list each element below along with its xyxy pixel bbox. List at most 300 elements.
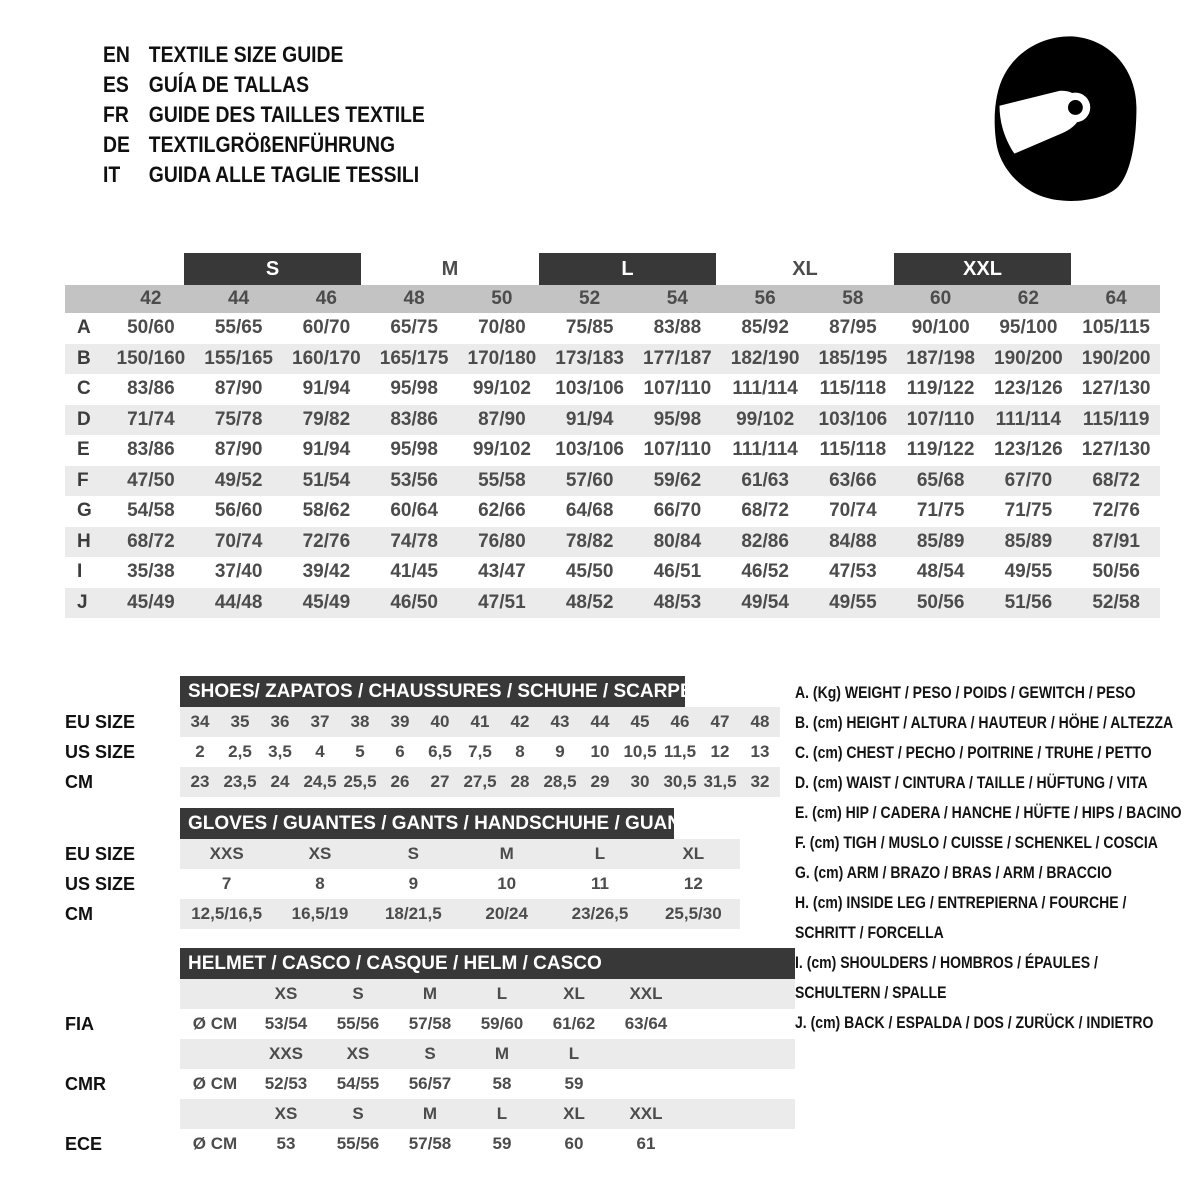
measurement-cell: 75/78 bbox=[214, 408, 263, 430]
helmet-title-bar: HELMET / CASCO / CASQUE / HELM / CASCO bbox=[180, 948, 795, 979]
legend-line: H. (cm) INSIDE LEG / ENTREPIERNA / FOURCHE / bbox=[795, 894, 1127, 912]
language-title: GUIDA ALLE TAGLIE TESSILI bbox=[148, 162, 420, 187]
table-row-a bbox=[65, 313, 1160, 344]
language-row bbox=[103, 130, 425, 160]
measurement-cell: 55/58 bbox=[478, 469, 526, 491]
racing-helmet-icon bbox=[983, 30, 1148, 208]
measurement-cell: 91/94 bbox=[302, 378, 351, 399]
measurement-cell: 87/90 bbox=[214, 378, 263, 399]
measurement-cell: 119/122 bbox=[906, 439, 975, 460]
gloves-eu-row bbox=[65, 839, 740, 869]
shoes-eu-row bbox=[65, 707, 780, 737]
measurement-cell: 87/90 bbox=[214, 439, 263, 460]
standard-name: FIA bbox=[65, 1014, 94, 1034]
measurement-cell: 91/94 bbox=[302, 439, 351, 460]
measurement-cell: 111/114 bbox=[995, 408, 1062, 430]
standard-name: CMR bbox=[65, 1074, 106, 1094]
measurement-cell: 50/60 bbox=[127, 317, 175, 338]
measurement-cell: 87/91 bbox=[1092, 530, 1140, 552]
helmet-size-cell: 56/57 bbox=[408, 1074, 452, 1093]
size-columns-spacer bbox=[65, 285, 107, 313]
gloves-cm-row bbox=[65, 899, 740, 929]
shoes-title-bar: SHOES/ ZAPATOS / CHAUSSURES / SCHUHE / SCARPE bbox=[180, 676, 685, 707]
size-group-l: L bbox=[539, 253, 717, 285]
legend-line: SCHULTERN / SPALLE bbox=[795, 984, 947, 1002]
helmet-size-cell: XL bbox=[563, 1104, 585, 1123]
measurement-cell: 185/195 bbox=[818, 347, 888, 369]
helmet-size-cell: 59 bbox=[492, 1134, 512, 1153]
measurement-rows bbox=[65, 313, 1160, 618]
measurement-cell: 111/114 bbox=[732, 439, 798, 460]
measurement-cell: 99/102 bbox=[736, 408, 795, 430]
shoe-size-cell: 37 bbox=[310, 712, 330, 731]
measurement-cell: 43/47 bbox=[478, 561, 526, 582]
measurement-legend bbox=[795, 678, 1182, 1038]
size-columns-row bbox=[65, 285, 1160, 313]
measurement-cell: 155/165 bbox=[204, 347, 273, 369]
row-label: EU SIZE bbox=[65, 844, 136, 864]
measurement-cell: 99/102 bbox=[472, 439, 531, 460]
measurement-cell: 105/115 bbox=[1082, 317, 1150, 338]
glove-size-cell: 12 bbox=[683, 874, 703, 893]
measurement-cell: 190/200 bbox=[1081, 347, 1151, 369]
measurement-cell: 55/65 bbox=[214, 317, 263, 338]
row-letter: B bbox=[77, 347, 91, 369]
row-letter: J bbox=[77, 591, 88, 613]
measurement-cell: 165/175 bbox=[379, 347, 449, 369]
glove-size-cell: S bbox=[407, 844, 419, 863]
helmet-size-cell: XS bbox=[346, 1044, 370, 1063]
row-letter: D bbox=[77, 408, 91, 430]
row-label bbox=[65, 1099, 180, 1129]
apparel-size-table bbox=[65, 253, 1160, 618]
row-letter: A bbox=[77, 317, 91, 338]
measurement-cell: 95/100 bbox=[999, 317, 1058, 338]
shoe-size-cell: 24,5 bbox=[303, 772, 337, 791]
helmet-size-cell: 55/56 bbox=[336, 1014, 380, 1033]
helmet-size-cell: XS bbox=[274, 984, 298, 1003]
shoe-size-cell: 5 bbox=[355, 742, 365, 761]
measurement-cell: 48/53 bbox=[653, 591, 702, 613]
shoe-size-cell: 42 bbox=[510, 712, 530, 731]
measurement-cell: 177/187 bbox=[643, 347, 712, 369]
size-column-header: 60 bbox=[930, 288, 952, 309]
standard-name: ECE bbox=[65, 1134, 103, 1154]
glove-size-cell: 9 bbox=[408, 874, 419, 893]
shoe-size-cell: 24 bbox=[270, 772, 290, 791]
unit-label: Ø CM bbox=[192, 1134, 238, 1153]
size-column-header: 48 bbox=[403, 288, 425, 309]
helmet-size-cell: M bbox=[422, 1104, 438, 1123]
helmet-size-cell: XL bbox=[563, 984, 585, 1003]
ece-values-row bbox=[65, 1129, 795, 1159]
shoe-size-cell: 23,5 bbox=[223, 772, 257, 791]
measurement-cell: 51/56 bbox=[1004, 591, 1053, 613]
glove-size-cell: 10 bbox=[497, 874, 517, 893]
row-label: US SIZE bbox=[65, 742, 136, 762]
measurement-cell: 123/126 bbox=[994, 439, 1063, 460]
language-row bbox=[103, 100, 425, 130]
helmet-size-cell: XS bbox=[274, 1104, 298, 1123]
gloves-title-bar: GLOVES / GUANTES / GANTS / HANDSCHUHE / GUANTI bbox=[180, 808, 674, 839]
measurement-cell: 60/64 bbox=[390, 500, 438, 521]
fia-sizes-row bbox=[65, 979, 795, 1009]
measurement-cell: 107/110 bbox=[643, 378, 712, 399]
legend-line: F. (cm) TIGH / MUSLO / CUISSE / SCHENKEL / COSCIA bbox=[795, 834, 1158, 852]
measurement-cell: 50/56 bbox=[916, 591, 965, 613]
measurement-cell: 66/70 bbox=[653, 500, 702, 521]
measurement-cell: 90/100 bbox=[911, 317, 970, 338]
helmet-size-cell: XXL bbox=[629, 1104, 663, 1123]
measurement-cell: 87/95 bbox=[829, 317, 877, 338]
measurement-cell: 160/170 bbox=[292, 347, 361, 369]
size-column-header: 52 bbox=[579, 288, 601, 309]
glove-size-cell: L bbox=[594, 844, 606, 863]
measurement-cell: 103/106 bbox=[555, 439, 624, 460]
measurement-cell: 68/72 bbox=[1092, 469, 1140, 491]
measurement-cell: 95/98 bbox=[390, 378, 438, 399]
measurement-cell: 54/58 bbox=[127, 500, 175, 521]
unit-label: Ø CM bbox=[192, 1014, 238, 1033]
helmet-size-table bbox=[65, 948, 795, 1159]
measurement-cell: 48/52 bbox=[565, 591, 614, 613]
legend-line: C. (cm) CHEST / PECHO / POITRINE / TRUHE / PETTO bbox=[795, 744, 1152, 762]
measurement-cell: 75/85 bbox=[565, 317, 614, 338]
language-code: DE bbox=[103, 132, 130, 157]
measurement-cell: 71/75 bbox=[916, 500, 965, 521]
helmet-size-cell: 59 bbox=[564, 1074, 584, 1093]
size-column-header: 58 bbox=[842, 288, 864, 309]
measurement-cell: 47/50 bbox=[127, 469, 175, 491]
measurement-cell: 37/40 bbox=[214, 561, 263, 582]
helmet-size-cell: 55/56 bbox=[336, 1134, 380, 1153]
helmet-size-cell: L bbox=[496, 984, 508, 1003]
measurement-cell: 45/49 bbox=[302, 591, 351, 613]
size-column-header: 54 bbox=[666, 288, 688, 309]
helmet-size-cell: 58 bbox=[492, 1074, 512, 1093]
measurement-cell: 51/54 bbox=[302, 469, 351, 491]
size-group-m: M bbox=[441, 258, 459, 280]
glove-size-cell: XL bbox=[682, 844, 705, 863]
shoe-size-cell: 10 bbox=[590, 742, 610, 761]
measurement-cell: 190/200 bbox=[994, 347, 1063, 369]
legend-line: B. (cm) HEIGHT / ALTURA / HAUTEUR / HÖHE / ALTEZZA bbox=[795, 714, 1174, 732]
measurement-cell: 72/76 bbox=[302, 530, 351, 552]
measurement-cell: 68/72 bbox=[741, 500, 789, 521]
shoe-size-cell: 10,5 bbox=[623, 742, 657, 761]
measurement-cell: 67/70 bbox=[1004, 469, 1053, 491]
measurement-cell: 95/98 bbox=[390, 439, 438, 460]
measurement-cell: 115/119 bbox=[1082, 408, 1150, 430]
shoe-size-cell: 41 bbox=[470, 712, 490, 731]
helmet-size-cell: 63/64 bbox=[624, 1014, 668, 1033]
row-label: US SIZE bbox=[65, 874, 136, 894]
measurement-cell: 49/52 bbox=[214, 469, 263, 491]
helmet-size-cell: 53 bbox=[276, 1134, 296, 1153]
shoe-size-cell: 35 bbox=[230, 712, 250, 731]
shoe-size-cell: 30 bbox=[630, 772, 650, 791]
measurement-cell: 68/72 bbox=[127, 530, 175, 552]
row-letter: F bbox=[77, 469, 89, 491]
shoe-size-cell: 43 bbox=[550, 712, 570, 731]
legend-line: J. (cm) BACK / ESPALDA / DOS / ZURÜCK / INDIETRO bbox=[795, 1014, 1154, 1032]
measurement-cell: 115/118 bbox=[819, 439, 887, 460]
measurement-cell: 45/49 bbox=[127, 591, 175, 613]
table-row-f bbox=[65, 466, 1160, 497]
row-letter: C bbox=[77, 378, 91, 399]
glove-size-cell: 18/21,5 bbox=[384, 904, 442, 923]
measurement-cell: 71/74 bbox=[127, 408, 175, 430]
shoe-size-cell: 30,5 bbox=[663, 772, 697, 791]
measurement-cell: 49/54 bbox=[741, 591, 789, 613]
language-title: GUIDE DES TAILLES TEXTILE bbox=[148, 102, 425, 127]
measurement-cell: 49/55 bbox=[1004, 561, 1053, 582]
measurement-cell: 115/118 bbox=[819, 378, 887, 399]
helmet-size-cell: 61 bbox=[636, 1134, 656, 1153]
measurement-cell: 91/94 bbox=[565, 408, 614, 430]
measurement-cell: 150/160 bbox=[116, 347, 186, 369]
measurement-cell: 173/183 bbox=[555, 347, 624, 369]
size-column-header: 64 bbox=[1105, 288, 1127, 309]
table-row-g bbox=[65, 496, 1160, 527]
table-row-c bbox=[65, 374, 1160, 405]
measurement-cell: 39/42 bbox=[302, 561, 351, 582]
ece-sizes-row bbox=[65, 1099, 795, 1129]
measurement-cell: 83/86 bbox=[127, 378, 175, 399]
shoe-size-cell: 13 bbox=[750, 742, 770, 761]
measurement-cell: 127/130 bbox=[1081, 439, 1151, 460]
measurement-cell: 107/110 bbox=[906, 408, 975, 430]
measurement-cell: 84/88 bbox=[829, 530, 877, 552]
helmet-size-cell: S bbox=[352, 1104, 364, 1123]
measurement-cell: 65/68 bbox=[916, 469, 965, 491]
legend-line: G. (cm) ARM / BRAZO / BRAS / ARM / BRACCIO bbox=[795, 864, 1112, 882]
row-label: CM bbox=[65, 904, 93, 924]
helmet-size-cell: 54/55 bbox=[336, 1074, 380, 1093]
measurement-cell: 47/53 bbox=[829, 561, 877, 582]
language-title: TEXTILGRÖßENFÜHRUNG bbox=[148, 132, 396, 157]
shoe-size-cell: 46 bbox=[670, 712, 690, 731]
shoe-size-cell: 39 bbox=[390, 712, 410, 731]
measurement-cell: 35/38 bbox=[127, 561, 175, 582]
measurement-cell: 119/122 bbox=[906, 378, 975, 399]
row-label: CM bbox=[65, 772, 93, 792]
measurement-cell: 52/58 bbox=[1092, 591, 1140, 613]
helmet-size-cell: 53/54 bbox=[264, 1014, 308, 1033]
measurement-cell: 170/180 bbox=[467, 347, 537, 369]
helmet-size-cell: 57/58 bbox=[408, 1134, 452, 1153]
measurement-cell: 182/190 bbox=[730, 347, 800, 369]
measurement-cell: 47/51 bbox=[478, 591, 526, 613]
helmet-size-cell: S bbox=[352, 984, 364, 1003]
glove-size-cell: XXS bbox=[209, 844, 244, 863]
shoe-size-cell: 28,5 bbox=[543, 772, 577, 791]
size-column-header: 56 bbox=[754, 288, 776, 309]
language-row bbox=[103, 160, 425, 190]
shoe-size-cell: 44 bbox=[590, 712, 610, 731]
measurement-cell: 56/60 bbox=[214, 500, 263, 521]
helmet-size-cell: 60 bbox=[564, 1134, 584, 1153]
measurement-cell: 85/92 bbox=[741, 317, 789, 338]
size-group-header-row bbox=[65, 253, 1160, 285]
shoe-size-cell: 47 bbox=[710, 712, 730, 731]
language-code: FR bbox=[103, 102, 129, 127]
row-letter: E bbox=[77, 439, 90, 460]
glove-size-cell: 8 bbox=[315, 874, 325, 893]
table-row-i bbox=[65, 557, 1160, 588]
shoe-size-cell: 4 bbox=[315, 742, 325, 761]
measurement-cell: 76/80 bbox=[478, 530, 526, 552]
glove-size-cell: M bbox=[499, 844, 514, 863]
legend-line: E. (cm) HIP / CADERA / HANCHE / HÜFTE / HIPS / BACINO bbox=[795, 804, 1182, 822]
shoe-size-cell: 6 bbox=[395, 742, 405, 761]
measurement-cell: 107/110 bbox=[643, 439, 712, 460]
measurement-cell: 99/102 bbox=[472, 378, 531, 399]
table-row-d bbox=[65, 405, 1160, 436]
shoe-size-cell: 7,5 bbox=[468, 742, 492, 761]
size-column-header: 44 bbox=[228, 288, 250, 309]
measurement-cell: 49/55 bbox=[829, 591, 877, 613]
glove-size-cell: 12,5/16,5 bbox=[191, 904, 263, 923]
row-letter: G bbox=[77, 500, 92, 521]
measurement-cell: 78/82 bbox=[565, 530, 614, 552]
language-code: EN bbox=[103, 42, 130, 67]
glove-size-cell: 11 bbox=[591, 874, 609, 893]
legend-line: A. (Kg) WEIGHT / PESO / POIDS / GEWITCH / PESO bbox=[795, 684, 1136, 702]
measurement-cell: 62/66 bbox=[478, 500, 526, 521]
helmet-size-cell: L bbox=[568, 1044, 580, 1063]
shoe-size-cell: 29 bbox=[590, 772, 610, 791]
measurement-cell: 46/51 bbox=[653, 561, 702, 582]
measurement-cell: 74/78 bbox=[390, 530, 438, 552]
measurement-cell: 82/86 bbox=[741, 530, 789, 552]
shoe-size-cell: 40 bbox=[430, 712, 450, 731]
shoe-size-cell: 6,5 bbox=[428, 742, 452, 761]
measurement-cell: 95/98 bbox=[653, 408, 702, 430]
measurement-cell: 127/130 bbox=[1081, 378, 1151, 399]
helmet-size-cell: S bbox=[424, 1044, 436, 1063]
measurement-cell: 80/84 bbox=[653, 530, 702, 552]
measurement-cell: 57/60 bbox=[565, 469, 614, 491]
measurement-cell: 63/66 bbox=[829, 469, 877, 491]
measurement-cell: 53/56 bbox=[390, 469, 438, 491]
measurement-cell: 79/82 bbox=[302, 408, 351, 430]
shoe-size-cell: 9 bbox=[555, 742, 565, 761]
measurement-cell: 61/63 bbox=[741, 469, 789, 491]
size-column-header: 62 bbox=[1017, 288, 1039, 309]
shoe-size-cell: 8 bbox=[515, 742, 525, 761]
language-title: GUÍA DE TALLAS bbox=[148, 72, 310, 97]
table-row-e bbox=[65, 435, 1160, 466]
unit-spacer bbox=[180, 979, 250, 1009]
language-header bbox=[103, 40, 425, 190]
measurement-cell: 187/198 bbox=[906, 347, 975, 369]
size-group-xl: XL bbox=[792, 258, 818, 280]
shoe-size-cell: 2,5 bbox=[228, 742, 252, 761]
language-row bbox=[103, 70, 425, 100]
size-group-s: S bbox=[184, 253, 362, 285]
language-code: IT bbox=[103, 162, 121, 187]
table-row-b bbox=[65, 344, 1160, 375]
shoe-size-cell: 36 bbox=[270, 712, 290, 731]
row-letter: I bbox=[77, 561, 83, 582]
gloves-us-row bbox=[65, 869, 740, 899]
unit-spacer bbox=[180, 1039, 250, 1069]
shoes-cm-row bbox=[65, 767, 780, 797]
shoe-size-cell: 25,5 bbox=[343, 772, 377, 791]
measurement-cell: 123/126 bbox=[994, 378, 1063, 399]
shoe-size-cell: 12 bbox=[710, 742, 730, 761]
shoe-size-cell: 23 bbox=[190, 772, 210, 791]
language-row bbox=[103, 40, 425, 70]
legend-line: I. (cm) SHOULDERS / HOMBROS / ÉPAULES / bbox=[795, 954, 1098, 972]
shoe-size-cell: 11,5 bbox=[663, 742, 697, 761]
measurement-cell: 85/89 bbox=[916, 530, 965, 552]
legend-line: SCHRITT / FORCELLA bbox=[795, 924, 944, 942]
cmr-values-row bbox=[65, 1069, 795, 1099]
measurement-cell: 111/114 bbox=[732, 378, 798, 399]
helmet-size-cell: 59/60 bbox=[480, 1014, 524, 1033]
size-column-header: 50 bbox=[491, 288, 513, 309]
measurement-cell: 41/45 bbox=[390, 561, 438, 582]
helmet-size-cell: XXS bbox=[268, 1044, 304, 1063]
fia-values-row bbox=[65, 1009, 795, 1039]
gloves-size-table bbox=[65, 808, 740, 929]
measurement-cell: 70/74 bbox=[214, 530, 263, 552]
shoe-size-cell: 28 bbox=[510, 772, 530, 791]
shoe-size-cell: 48 bbox=[750, 712, 770, 731]
measurement-cell: 83/86 bbox=[390, 408, 438, 430]
size-column-header: 46 bbox=[315, 288, 337, 309]
measurement-cell: 72/76 bbox=[1092, 500, 1140, 521]
measurement-cell: 87/90 bbox=[478, 408, 526, 430]
measurement-cell: 70/74 bbox=[829, 500, 877, 521]
shoe-size-cell: 31,5 bbox=[703, 772, 737, 791]
row-label bbox=[65, 979, 180, 1009]
shoes-size-table bbox=[65, 676, 780, 797]
helmet-size-cell: L bbox=[496, 1104, 508, 1123]
glove-size-cell: 20/24 bbox=[485, 904, 528, 923]
shoe-size-cell: 27,5 bbox=[463, 772, 497, 791]
shoe-size-cell: 34 bbox=[190, 712, 210, 731]
row-label bbox=[65, 1039, 180, 1069]
size-column-header: 42 bbox=[140, 288, 162, 309]
shoes-us-row bbox=[65, 737, 780, 767]
shoe-size-cell: 26 bbox=[390, 772, 410, 791]
glove-size-cell: 16,5/19 bbox=[291, 904, 349, 923]
measurement-cell: 46/52 bbox=[741, 561, 789, 582]
helmet-size-cell: XXL bbox=[629, 984, 663, 1003]
measurement-cell: 45/50 bbox=[565, 561, 614, 582]
shoe-size-cell: 2 bbox=[195, 742, 205, 761]
measurement-cell: 65/75 bbox=[390, 317, 438, 338]
measurement-cell: 71/75 bbox=[1004, 500, 1053, 521]
shoe-size-cell: 32 bbox=[750, 772, 770, 791]
measurement-cell: 103/106 bbox=[818, 408, 888, 430]
measurement-cell: 83/88 bbox=[653, 317, 702, 338]
measurement-cell: 48/54 bbox=[916, 561, 965, 582]
row-letter: H bbox=[77, 530, 91, 552]
helmet-size-cell: M bbox=[494, 1044, 510, 1063]
glove-size-cell: 7 bbox=[221, 874, 232, 893]
row-label: EU SIZE bbox=[65, 712, 136, 732]
helmet-size-cell: 57/58 bbox=[408, 1014, 452, 1033]
shoe-size-cell: 27 bbox=[430, 772, 450, 791]
language-code: ES bbox=[103, 72, 129, 97]
measurement-cell: 83/86 bbox=[127, 439, 175, 460]
glove-size-cell: 23/26,5 bbox=[571, 904, 629, 923]
shoe-size-cell: 45 bbox=[630, 712, 650, 731]
